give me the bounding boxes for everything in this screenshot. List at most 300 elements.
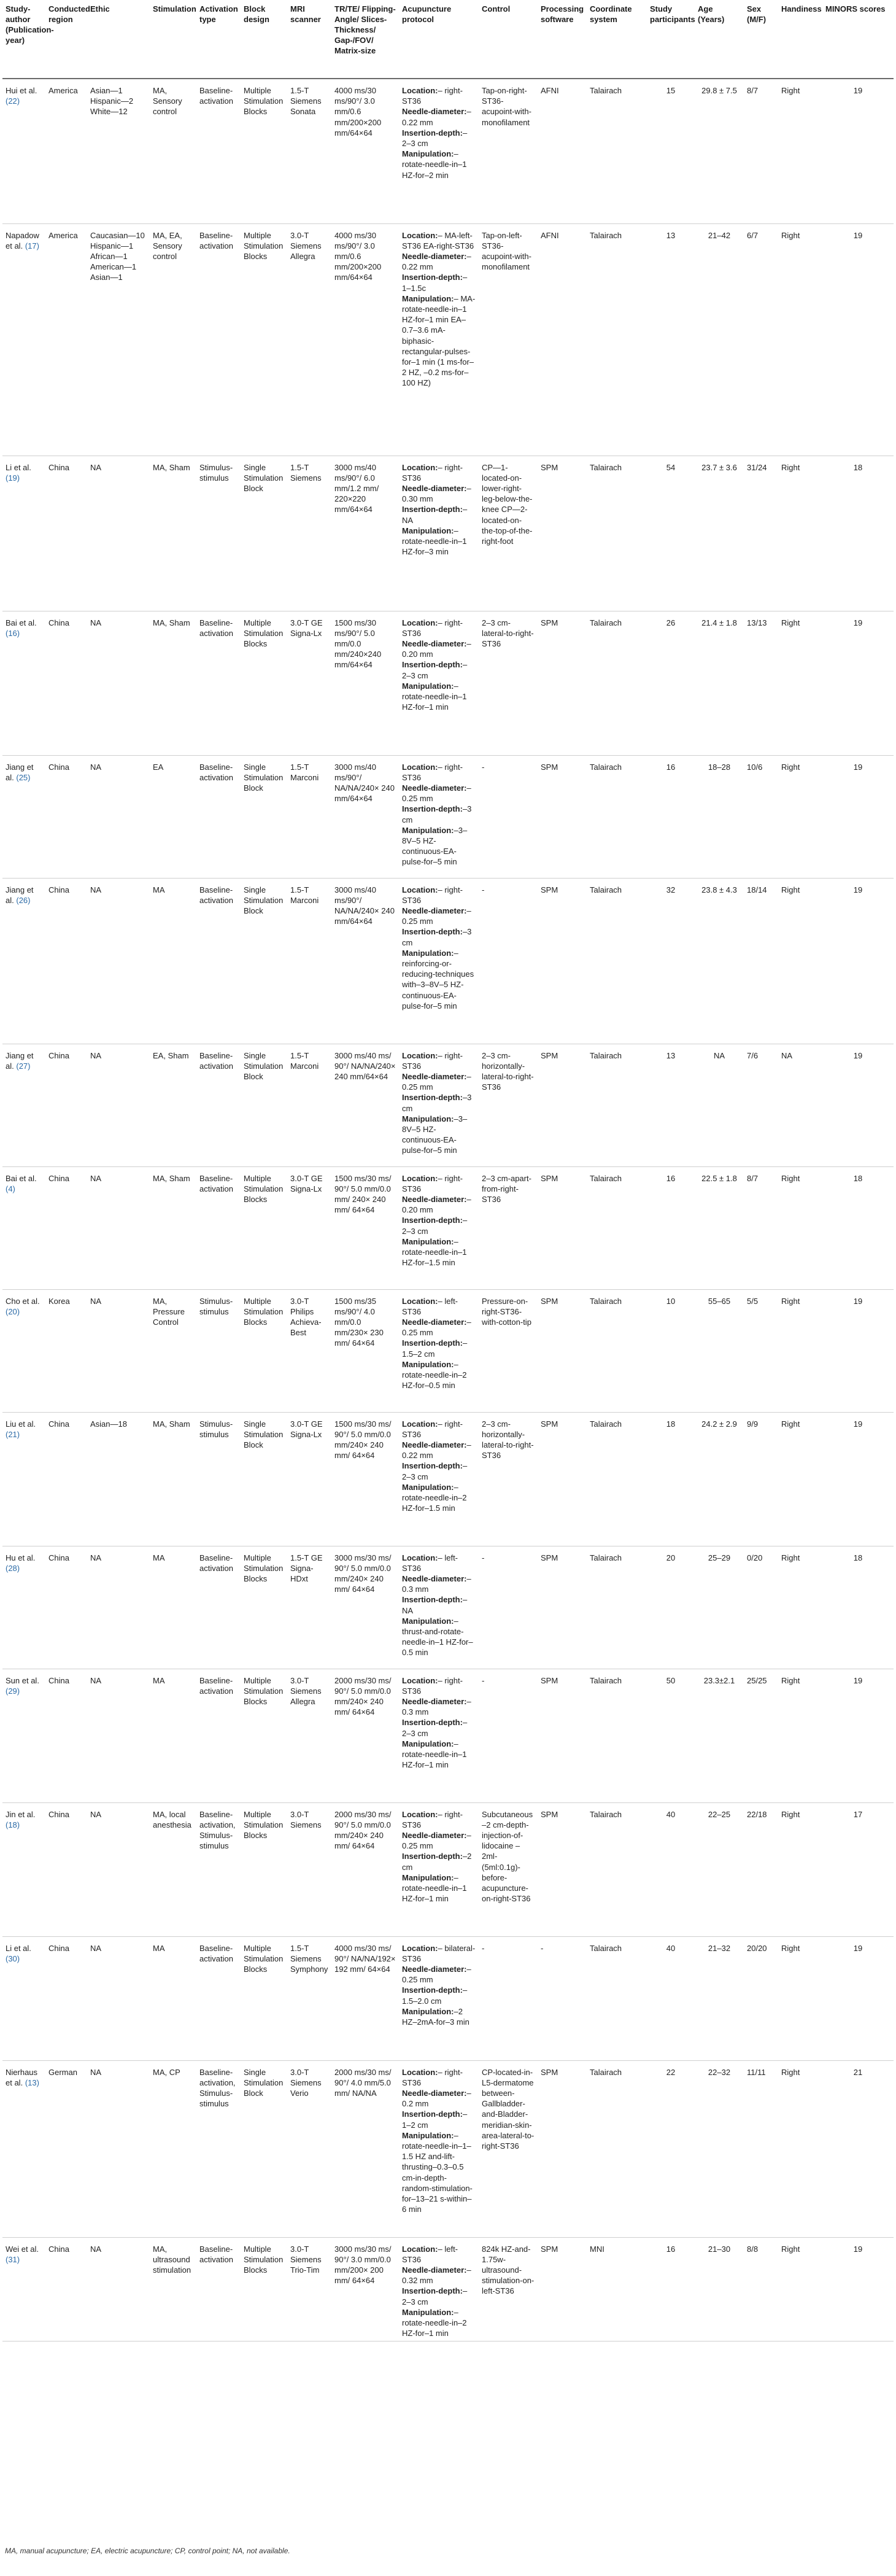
protocol-item <box>402 1717 476 1738</box>
handiness: Right <box>778 755 822 878</box>
processing-software: AFNI <box>538 223 587 456</box>
reference-link[interactable]: (21) <box>6 1429 20 1439</box>
column-header: Block design <box>241 0 287 79</box>
protocol-item-text: – rotate-needle-in–2 HZ-for–0.5 min <box>402 1359 467 1391</box>
protocol-item-text: –1–1.5c <box>402 273 468 293</box>
column-header: MINORS scores <box>822 0 894 79</box>
protocol-item <box>402 1296 476 1317</box>
reference-link[interactable]: (28) <box>6 1563 20 1573</box>
reference-link[interactable]: (22) <box>6 96 20 106</box>
handiness: Right <box>778 1936 822 2060</box>
protocol-item-label: Insertion-depth: <box>402 1216 463 1225</box>
minors-score: 19 <box>822 2237 894 2341</box>
stimulation: MA <box>150 1546 196 1669</box>
coordinate-system: Talairach <box>587 1669 647 1802</box>
mri-scanner: 3.0-T Siemens Allegra <box>287 1669 331 1802</box>
scan-parameters: 1500 ms/35 ms/90°/ 4.0 mm/0.0 mm/230× 230 mm/ 64×64 <box>331 1289 399 1412</box>
table-row <box>2 1289 894 1412</box>
protocol-item-text: – right-ST36 <box>402 1173 463 1193</box>
processing-software: SPM <box>538 611 587 755</box>
protocol-item-text: – right-ST36 <box>402 1050 463 1071</box>
processing-software: SPM <box>538 1412 587 1546</box>
reference-link[interactable]: (29) <box>6 1686 20 1696</box>
protocol-item <box>402 1236 476 1268</box>
study-author: Bai et al. <box>6 1173 37 1183</box>
protocol-item-text: – rotate-needle-in–1 HZ-for–1 min <box>402 1739 467 1770</box>
protocol-item-label: Location: <box>402 2244 438 2254</box>
activation-type: Baseline-activation <box>196 223 241 456</box>
study-author: Bai et al. <box>6 618 37 627</box>
protocol-item-label: Needle-diameter: <box>402 251 467 261</box>
protocol-item-text: –0.25 mm <box>402 1964 471 1985</box>
minors-score: 19 <box>822 1412 894 1546</box>
acupuncture-protocol <box>399 2237 479 2341</box>
processing-software: SPM <box>538 755 587 878</box>
handiness: Right <box>778 2060 822 2237</box>
ethic: NA <box>87 1044 150 1166</box>
ethic: NA <box>87 456 150 611</box>
study-author-cell <box>2 1412 45 1546</box>
control: - <box>479 755 538 878</box>
conducted-region: China <box>45 1669 87 1802</box>
coordinate-system: Talairach <box>587 1546 647 1669</box>
protocol-item-label: Location: <box>402 2067 438 2077</box>
protocol-item <box>402 1553 476 1573</box>
stimulation: MA, Sensory control <box>150 79 196 223</box>
protocol-item <box>402 1461 476 1481</box>
protocol-item-label: Manipulation: <box>402 2130 454 2140</box>
reference-link[interactable]: (18) <box>6 1820 20 1829</box>
reference-link[interactable]: (4) <box>6 1184 15 1193</box>
protocol-item-label: Insertion-depth: <box>402 505 463 514</box>
column-header: Activation type <box>196 0 241 79</box>
protocol-item-text: –2–3 cm <box>402 2286 468 2306</box>
protocol-item <box>402 1985 476 2006</box>
protocol-item <box>402 85 476 106</box>
study-author-cell <box>2 79 45 223</box>
mri-scanner: 3.0-T GE Signa-Lx <box>287 611 331 755</box>
protocol-item-label: Insertion-depth: <box>402 1093 463 1103</box>
column-header: Processing software <box>538 0 587 79</box>
coordinate-system: Talairach <box>587 79 647 223</box>
protocol-item <box>402 2307 476 2339</box>
minors-score: 19 <box>822 1669 894 1802</box>
protocol-item <box>402 1482 476 1514</box>
processing-software: SPM <box>538 878 587 1044</box>
protocol-item-text: –0.20 mm <box>402 638 471 659</box>
ethic: NA <box>87 2237 150 2341</box>
acupuncture-protocol <box>399 1802 479 1936</box>
minors-score: 19 <box>822 1289 894 1412</box>
protocol-item-text: –0.22 mm <box>402 251 471 272</box>
age-years: NA <box>695 1044 744 1166</box>
activation-type: Baseline-activation <box>196 1936 241 2060</box>
mri-scanner: 3.0-T Siemens Trio-Tim <box>287 2237 331 2341</box>
control: 2–3 cm-horizontally-lateral-to-right-ST36 <box>479 1412 538 1546</box>
scan-parameters: 4000 ms/30 ms/90°/ 3.0 mm/0.6 mm/200×200 mm/64×64 <box>331 79 399 223</box>
protocol-item <box>402 1594 476 1615</box>
study-participants: 13 <box>647 223 695 456</box>
activation-type: Baseline-activation <box>196 1669 241 1802</box>
study-participants: 20 <box>647 1546 695 1669</box>
protocol-item-label: Manipulation: <box>402 1114 454 1123</box>
conducted-region: China <box>45 1802 87 1936</box>
reference-link[interactable]: (27) <box>16 1061 31 1071</box>
acupuncture-protocol <box>399 1546 479 1669</box>
protocol-item <box>402 1050 476 1071</box>
conducted-region: German <box>45 2060 87 2237</box>
study-author-cell <box>2 755 45 878</box>
protocol-item-text: –0.25 mm <box>402 1830 471 1851</box>
stimulation: EA <box>150 755 196 878</box>
study-author-cell <box>2 1546 45 1669</box>
coordinate-system: Talairach <box>587 456 647 611</box>
coordinate-system: Talairach <box>587 1044 647 1166</box>
protocol-item-label: Insertion-depth: <box>402 1338 463 1348</box>
protocol-item <box>402 272 476 293</box>
protocol-item-label: Location: <box>402 1675 438 1685</box>
study-participants: 26 <box>647 611 695 755</box>
protocol-item <box>402 885 476 906</box>
conducted-region: China <box>45 1166 87 1289</box>
protocol-item-text: – rotate-needle-in–1–1.5 HZ and-lift-thrusting–0.3–0.5 cm-in-depth-random-stimulation-for–13–21 s-within–6 min <box>402 2130 473 2214</box>
column-header: Acupuncture protocol <box>399 0 479 79</box>
minors-score: 18 <box>822 1546 894 1669</box>
protocol-item-text: – right-ST36 <box>402 762 463 782</box>
protocol-item-text: – right-ST36 <box>402 1809 463 1829</box>
study-author: Napadow et al. <box>6 230 39 250</box>
protocol-item <box>402 128 476 149</box>
minors-score: 21 <box>822 2060 894 2237</box>
protocol-item-text: –2–3 cm <box>402 660 468 680</box>
reference-link[interactable]: (25) <box>16 772 31 782</box>
protocol-item <box>402 504 476 525</box>
study-author: Jiang et al. <box>6 1050 34 1071</box>
protocol-item-text: – MA-left-ST36 EA-right-ST36 <box>402 230 474 250</box>
protocol-item <box>402 1872 476 1904</box>
scan-parameters: 4000 ms/30 ms/ 90°/ NA/NA/192× 192 mm/ 64×64 <box>331 1936 399 2060</box>
activation-type: Baseline-activation <box>196 1044 241 1166</box>
minors-score: 17 <box>822 1802 894 1936</box>
protocol-item-label: Location: <box>402 1296 438 1306</box>
protocol-item <box>402 2006 476 2027</box>
protocol-item-label: Insertion-depth: <box>402 128 463 138</box>
protocol-item <box>402 1194 476 1215</box>
study-author-cell <box>2 1166 45 1289</box>
protocol-item <box>402 2088 476 2109</box>
column-header: Study-author (Publication-year) <box>2 0 45 79</box>
protocol-item <box>402 1338 476 1359</box>
protocol-item-text: – right-ST36 <box>402 618 463 638</box>
column-header: MRI scanner <box>287 0 331 79</box>
sex-ratio: 6/7 <box>744 223 778 456</box>
protocol-item-text: – left-ST36 <box>402 2244 458 2264</box>
reference-link[interactable]: (13) <box>25 2077 39 2087</box>
column-header: Control <box>479 0 538 79</box>
minors-score: 19 <box>822 223 894 456</box>
study-author: Wei et al. <box>6 2244 39 2254</box>
mri-scanner: 1.5-T Siemens Sonata <box>287 79 331 223</box>
table-row <box>2 223 894 456</box>
protocol-item <box>402 2265 476 2286</box>
age-years: 21–30 <box>695 2237 744 2341</box>
coordinate-system: MNI <box>587 2237 647 2341</box>
protocol-item-text: – thrust-and-rotate-needle-in–1 HZ-for–0.5 min <box>402 1616 473 1658</box>
sex-ratio: 7/6 <box>744 1044 778 1166</box>
protocol-item-text: –0.22 mm <box>402 1440 471 1461</box>
reference-link[interactable]: (30) <box>6 1953 20 1963</box>
protocol-item-text: –1.5–2.0 cm <box>402 1985 468 2006</box>
conducted-region: America <box>45 223 87 456</box>
protocol-item-label: Insertion-depth: <box>402 804 463 814</box>
protocol-item-text: –3 cm <box>402 927 472 947</box>
control: Tap-on-left-ST36-acupoint-with-monofilament <box>479 223 538 456</box>
protocol-item-label: Manipulation: <box>402 948 454 958</box>
protocol-item-text: –2 HZ–2mA-for–3 min <box>402 2006 469 2027</box>
minors-score: 19 <box>822 611 894 755</box>
protocol-item-text: –3 cm <box>402 1093 472 1113</box>
table-row <box>2 1936 894 2060</box>
acupuncture-protocol <box>399 1412 479 1546</box>
conducted-region: China <box>45 1546 87 1669</box>
table-row <box>2 2060 894 2237</box>
protocol-item-label: Insertion-depth: <box>402 1595 463 1605</box>
handiness: Right <box>778 1166 822 1289</box>
study-author-cell <box>2 1802 45 1936</box>
protocol-item <box>402 1359 476 1391</box>
protocol-item-label: Manipulation: <box>402 1359 454 1369</box>
protocol-item <box>402 1114 476 1156</box>
protocol-item-text: –3–8V–5 HZ-continuous-EA-pulse-for–5 min <box>402 825 468 867</box>
processing-software: SPM <box>538 2060 587 2237</box>
protocol-item-text: – right-ST36 <box>402 1419 463 1439</box>
protocol-item-text: –0.25 mm <box>402 783 471 804</box>
protocol-item-text: – right-ST36 <box>402 1675 463 1696</box>
coordinate-system: Talairach <box>587 1289 647 1412</box>
protocol-item-text: – right-ST36 <box>402 462 463 483</box>
minors-score: 19 <box>822 878 894 1044</box>
sex-ratio: 8/7 <box>744 1166 778 1289</box>
protocol-item <box>402 948 476 1011</box>
protocol-item-text: –0.32 mm <box>402 2265 471 2286</box>
study-participants: 16 <box>647 755 695 878</box>
study-participants: 40 <box>647 1936 695 2060</box>
protocol-item-label: Insertion-depth: <box>402 273 463 282</box>
protocol-item-label: Location: <box>402 1050 438 1060</box>
column-header: Stimulation <box>150 0 196 79</box>
scan-parameters: 2000 ms/30 ms/ 90°/ 5.0 mm/0.0 mm/240× 240 mm/ 64×64 <box>331 1669 399 1802</box>
scan-parameters: 2000 ms/30 ms/ 90°/ 4.0 mm/5.0 mm/ NA/NA <box>331 2060 399 2237</box>
block-design: Multiple Stimulation Blocks <box>241 1289 287 1412</box>
age-years: 21.4 ± 1.8 <box>695 611 744 755</box>
acupuncture-protocol <box>399 2060 479 2237</box>
coordinate-system: Talairach <box>587 1166 647 1289</box>
reference-link[interactable]: (20) <box>6 1306 20 1316</box>
conducted-region: America <box>45 79 87 223</box>
table-row <box>2 1546 894 1669</box>
scan-parameters: 3000 ms/40 ms/90°/ NA/NA/240× 240 mm/64×64 <box>331 755 399 878</box>
protocol-item-text: – rotate-needle-in–1 HZ-for–1 min <box>402 1872 467 1904</box>
protocol-item-text: –0.3 mm <box>402 1573 471 1594</box>
protocol-item-label: Manipulation: <box>402 526 454 535</box>
handiness: Right <box>778 1802 822 1936</box>
sex-ratio: 8/7 <box>744 79 778 223</box>
protocol-item <box>402 2067 476 2088</box>
activation-type: Baseline-activation <box>196 878 241 1044</box>
table-row <box>2 1044 894 1166</box>
protocol-item-label: Insertion-depth: <box>402 927 463 937</box>
protocol-item <box>402 1943 476 1964</box>
protocol-item <box>402 681 476 713</box>
age-years: 29.8 ± 7.5 <box>695 79 744 223</box>
sex-ratio: 18/14 <box>744 878 778 1044</box>
acupuncture-protocol <box>399 1669 479 1802</box>
protocol-item <box>402 659 476 680</box>
study-participants: 16 <box>647 1166 695 1289</box>
mri-scanner: 1.5-T Siemens <box>287 456 331 611</box>
reference-link[interactable]: (17) <box>25 241 39 250</box>
protocol-item-text: –0.25 mm <box>402 906 471 926</box>
minors-score: 19 <box>822 79 894 223</box>
protocol-item-label: Insertion-depth: <box>402 2286 463 2296</box>
block-design: Single Stimulation Block <box>241 456 287 611</box>
protocol-item-label: Needle-diameter: <box>402 2088 467 2098</box>
handiness: Right <box>778 611 822 755</box>
activation-type: Baseline-activation <box>196 79 241 223</box>
block-design: Single Stimulation Block <box>241 755 287 878</box>
study-participants: 54 <box>647 456 695 611</box>
protocol-item <box>402 1830 476 1851</box>
processing-software: SPM <box>538 456 587 611</box>
mri-scanner: 3.0-T Philips Achieva-Best <box>287 1289 331 1412</box>
conducted-region: Korea <box>45 1289 87 1412</box>
control: CP-located-in-L5-dermatome between-Gallbladder-and-Bladder-meridian-skin-area-lateral-to-right-ST36 <box>479 2060 538 2237</box>
protocol-item-text: – rotate-needle-in–1 HZ-for–2 min <box>402 149 467 180</box>
reference-link[interactable]: (16) <box>6 628 20 638</box>
column-header: Coordinate system <box>587 0 647 79</box>
protocol-item-label: Insertion-depth: <box>402 1985 463 1995</box>
protocol-item-label: Needle-diameter: <box>402 483 467 493</box>
conducted-region: China <box>45 456 87 611</box>
protocol-item <box>402 618 476 638</box>
table-row <box>2 755 894 878</box>
study-author: Nierhaus et al. <box>6 2067 38 2087</box>
scan-parameters: 3000 ms/40 ms/90°/ 6.0 mm/1.2 mm/ 220×220 mm/64×64 <box>331 456 399 611</box>
protocol-item-label: Insertion-depth: <box>402 2109 463 2119</box>
ethic: NA <box>87 1936 150 2060</box>
acupuncture-protocol <box>399 1044 479 1166</box>
coordinate-system: Talairach <box>587 1802 647 1936</box>
ethic: NA <box>87 1802 150 1936</box>
protocol-item-label: Location: <box>402 1943 438 1953</box>
sex-ratio: 25/25 <box>744 1669 778 1802</box>
age-years: 22–32 <box>695 2060 744 2237</box>
processing-software: SPM <box>538 2237 587 2341</box>
mri-scanner: 3.0-T Siemens <box>287 1802 331 1936</box>
block-design: Multiple Stimulation Blocks <box>241 1669 287 1802</box>
mri-scanner: 3.0-T Siemens Verio <box>287 2060 331 2237</box>
age-years: 24.2 ± 2.9 <box>695 1412 744 1546</box>
activation-type: Stimulus-stimulus <box>196 1412 241 1546</box>
column-header: Handiness <box>778 0 822 79</box>
ethic: NA <box>87 611 150 755</box>
handiness: Right <box>778 1546 822 1669</box>
table-row <box>2 1412 894 1546</box>
ethic: NA <box>87 1546 150 1669</box>
acupuncture-protocol <box>399 223 479 456</box>
protocol-item <box>402 638 476 659</box>
protocol-item <box>402 762 476 783</box>
control: - <box>479 1669 538 1802</box>
minors-score: 18 <box>822 1166 894 1289</box>
stimulation: MA, Pressure Control <box>150 1289 196 1412</box>
protocol-item <box>402 483 476 504</box>
handiness: Right <box>778 223 822 456</box>
protocol-item-label: Manipulation: <box>402 1739 454 1748</box>
protocol-item-label: Manipulation: <box>402 293 454 303</box>
scan-parameters: 1500 ms/30 ms/90°/ 5.0 mm/0.0 mm/240×240 mm/64×64 <box>331 611 399 755</box>
protocol-item <box>402 1851 476 1872</box>
protocol-item-label: Manipulation: <box>402 149 454 159</box>
scan-parameters: 3000 ms/30 ms/ 90°/ 5.0 mm/0.0 mm/240× 240 mm/ 64×64 <box>331 1546 399 1669</box>
protocol-item <box>402 906 476 926</box>
ethic: Asian—1 Hispanic—2 White—12 <box>87 79 150 223</box>
protocol-item-text: –0.2 mm <box>402 2088 471 2109</box>
reference-link[interactable]: (31) <box>6 2254 20 2264</box>
protocol-item-text: – MA-rotate-needle-in–1 HZ-for–1 min EA–0.7–3.6 mA-biphasic-rectangular-pulses-for–1 min (1 ms-for–2 HZ, –0.2 ms-for–100 HZ) <box>402 293 476 388</box>
protocol-item <box>402 1616 476 1658</box>
sex-ratio: 13/13 <box>744 611 778 755</box>
protocol-item-label: Needle-diameter: <box>402 1696 467 1706</box>
coordinate-system: Talairach <box>587 878 647 1044</box>
protocol-item <box>402 1419 476 1440</box>
acupuncture-protocol <box>399 878 479 1044</box>
block-design: Multiple Stimulation Blocks <box>241 1166 287 1289</box>
protocol-item-label: Manipulation: <box>402 825 454 835</box>
scan-parameters: 4000 ms/30 ms/90°/ 3.0 mm/0.6 mm/200×200 mm/64×64 <box>331 223 399 456</box>
ethic: NA <box>87 878 150 1044</box>
study-participants: 50 <box>647 1669 695 1802</box>
handiness: Right <box>778 1669 822 1802</box>
sex-ratio: 10/6 <box>744 755 778 878</box>
stimulation: MA <box>150 1936 196 2060</box>
minors-score: 19 <box>822 755 894 878</box>
age-years: 18–28 <box>695 755 744 878</box>
reference-link[interactable]: (19) <box>6 473 20 483</box>
coordinate-system: Talairach <box>587 223 647 456</box>
study-participants: 22 <box>647 2060 695 2237</box>
protocol-item <box>402 1964 476 1985</box>
protocol-item <box>402 251 476 272</box>
activation-type: Baseline-activation <box>196 2237 241 2341</box>
protocol-item-label: Needle-diameter: <box>402 783 467 793</box>
processing-software: SPM <box>538 1546 587 1669</box>
protocol-item-text: –3 cm <box>402 804 472 824</box>
control: CP—1-located-on-lower-right-leg-below-the-knee CP—2-located-on-the-top-of-the-right-foot <box>479 456 538 611</box>
protocol-item-text: –1.5–2 cm <box>402 1338 468 1359</box>
protocol-item <box>402 1809 476 1830</box>
age-years: 23.8 ± 4.3 <box>695 878 744 1044</box>
acupuncture-protocol <box>399 755 479 878</box>
stimulation: MA, local anesthesia <box>150 1802 196 1936</box>
protocol-item-text: – rotate-needle-in–1 HZ-for–1 min <box>402 681 467 712</box>
protocol-item <box>402 1071 476 1092</box>
reference-link[interactable]: (26) <box>16 895 31 905</box>
protocol-item-text: –0.3 mm <box>402 1696 471 1717</box>
ethic: Asian—18 <box>87 1412 150 1546</box>
protocol-item-label: Insertion-depth: <box>402 1461 463 1471</box>
activation-type: Stimulus-stimulus <box>196 456 241 611</box>
